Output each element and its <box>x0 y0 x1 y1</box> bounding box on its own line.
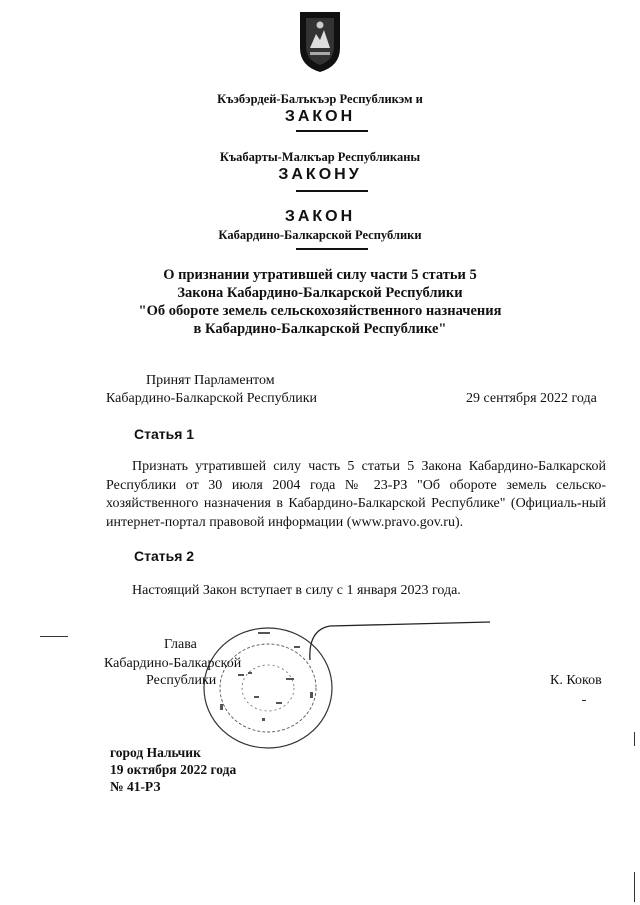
balkar-law-heading: ЗАКОНУ <box>278 166 362 183</box>
title-line: "Об обороте земель сельскохозяйственного назначения <box>138 303 502 319</box>
title-line: Закона Кабардино-Балкарской Республики <box>177 285 463 301</box>
title-line: О признании утратившей силу части 5 статьи 5 <box>163 267 477 283</box>
coat-of-arms-emblem <box>296 8 344 74</box>
signature-title-line-1: Глава <box>164 637 197 652</box>
scan-mark <box>634 872 635 902</box>
russian-republic-label: Кабардино-Балкарской Республики <box>218 228 422 242</box>
footer-city: город Нальчик <box>110 745 201 760</box>
russian-law-heading: ЗАКОН <box>284 208 356 225</box>
scan-mark <box>40 636 68 637</box>
article-1-heading: Статья 1 <box>134 426 195 442</box>
article-2-heading: Статья 2 <box>134 548 195 564</box>
kabardian-law-heading: ЗАКОН <box>284 108 356 125</box>
scan-mark <box>582 700 586 701</box>
adoption-date: 29 сентября 2022 года <box>466 391 597 406</box>
balkar-republic-label: Къабарты-Малкъар Республиканы <box>219 150 421 164</box>
footer-date: 19 октября 2022 года <box>110 762 237 777</box>
scan-mark <box>634 732 635 746</box>
adoption-line-1: Принят Парламентом <box>146 373 275 388</box>
signatory-name: К. Коков <box>550 673 602 688</box>
adoption-line-2: Кабардино-Балкарской Республики <box>106 391 317 406</box>
signature-title-line-2: Кабардино-Балкарской <box>104 656 242 671</box>
article-2-text: Настоящий Закон вступает в силу с 1 января 2023 года. <box>132 583 461 598</box>
signature-title-line-3: Республики <box>146 673 217 688</box>
law-title <box>0 266 640 338</box>
official-seal <box>198 622 338 752</box>
article-1-text: Признать утратившей силу часть 5 статьи 5 Закона Кабардино-Балкарской Республики от 30 июля 2004 года № 23-РЗ "Об обороте земель сельско-хозяйственного назначения в Кабардино-Балкарской Республике" (Официаль-ный интернет-портал правовой информации (www.pravo.gov.ru). <box>106 459 606 530</box>
kabardian-republic-label: Къэбэрдей-Балъкъэр Республикэм и <box>217 92 423 106</box>
footer-number: № 41-РЗ <box>110 779 161 794</box>
divider <box>296 248 368 250</box>
divider <box>296 130 368 132</box>
title-line: в Кабардино-Балкарской Республике" <box>193 321 447 337</box>
divider <box>296 190 368 192</box>
